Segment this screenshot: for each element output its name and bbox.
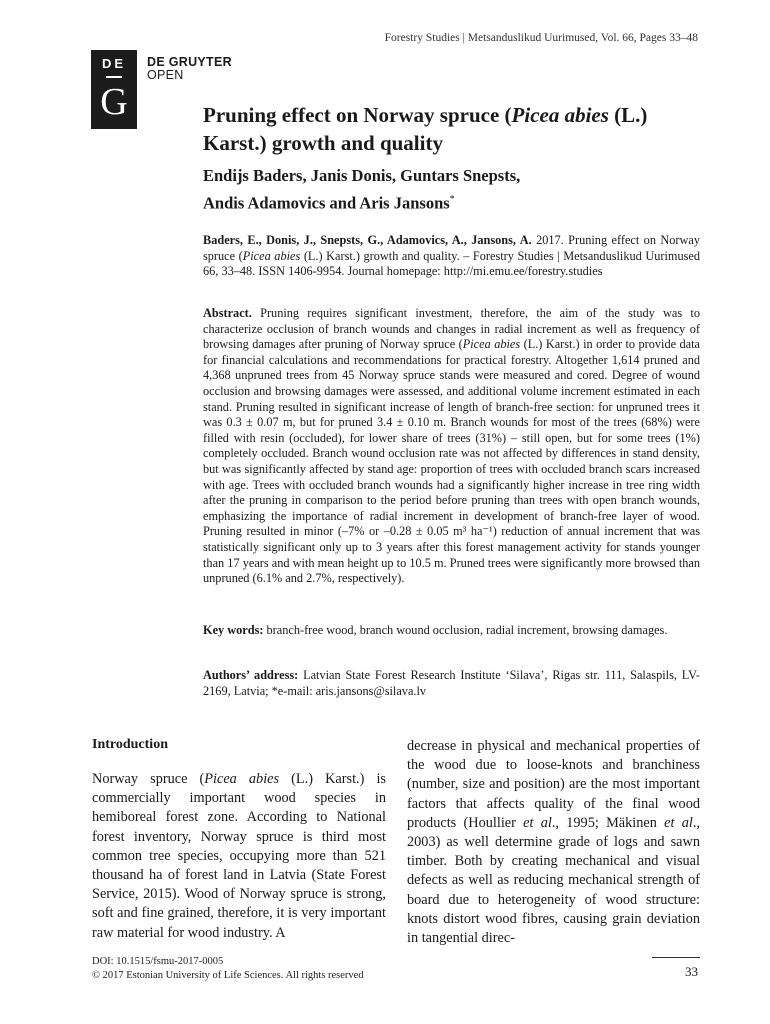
body-column-right bbox=[407, 737, 700, 948]
authors-address bbox=[203, 668, 700, 699]
authors-line2-text: Andis Adamovics and Aris Jansons bbox=[203, 193, 450, 213]
col2-text1: decrease in physical and mechanical properties of the wood due to loose-knots and branchiness (number, size and position) are the most important factors that affects quality of the final wood products (Houllier bbox=[407, 738, 700, 831]
abstract-label: Abstract. bbox=[203, 306, 252, 320]
citation-species: Picea abies bbox=[242, 248, 301, 263]
publisher-line1: DE GRUYTER bbox=[147, 55, 232, 69]
citation-authors: Baders, E., Donis, J., Snepsts, G., Adamovics, A., Jansons, A. bbox=[203, 233, 532, 247]
article-title bbox=[203, 101, 713, 157]
title-species: Picea abies bbox=[511, 103, 609, 127]
logo-g: G bbox=[100, 81, 128, 123]
publisher-name bbox=[147, 56, 232, 82]
running-header: Forestry Studies | Metsanduslikud Uurimused, Vol. 66, Pages 33–48 bbox=[384, 32, 698, 44]
corresponding-mark: * bbox=[449, 194, 455, 205]
abstract-text1: Pruning requires significant investment, therefore, the aim of the study was to characterize occlusion of branch wounds and changes in radial increment as well as frequency of browsing damages after pruning of Norway spruce ( bbox=[203, 306, 700, 352]
col1-text1: Norway spruce ( bbox=[92, 771, 205, 787]
citation-text2: (L.) Karst.) growth and quality. – Forestry Studies | Metsanduslikud Uurimused 66, 33–48. ISSN 1406-9954. Journal homepage: http://mi.emu.ee/forestry.studies bbox=[203, 248, 700, 279]
footer-info bbox=[92, 955, 364, 983]
col2-text2: ., 1995; Mäkinen bbox=[551, 814, 665, 831]
col1-species: Picea abies bbox=[204, 771, 280, 787]
keywords-text: branch-free wood, branch wound occlusion, radial increment, browsing damages. bbox=[263, 623, 668, 637]
copyright: © 2017 Estonian University of Life Sciences. All rights reserved bbox=[92, 970, 364, 981]
publisher-logo bbox=[91, 50, 137, 129]
abstract-text2: (L.) Karst.) in order to provide data for financial calculations and recommendations for practical forestry. Altogether 1,614 pruned and 4,368 unpruned trees from 45 Norway spruce stands were measured and cored. Degree of wound occlusion and browsing damages were assessed, and additional volume increment estimated in each stand. Pruning resulted in significant increase of length of branch-free section: for unpruned trees it was 0.3 ± 0.07 m, but for pruned 3.4 ± 0.10 m. Branch wounds for most of the trees (68%) were filled with resin (occluded), for lower share of trees (31%) – still open, but for some trees (1%) completely occluded. Branch wound occlusion rate was not affected by differences in stand density, but was significantly affected by stand age: proportion of trees with occluded branch scars increased with age. Trees with occluded branch wounds had a significantly higher increase in tree ring width after the pruning in comparison to the period before pruning than trees with open branch wounds, emphasizing the importance of radial increment in development of branch-free layer of wood. Pruning resulted in minor (–7% or –0.28 ± 0.05 m³ ha⁻¹) reduction of annual increment that was statistically significant only up to 3 years after this forest management activity for stands younger than 17 years and with mean height up to 10.5 m. Pruned trees were significantly more browsed than unpruned (6.1% and 2.7%, respectively). bbox=[203, 337, 700, 586]
address-label: Authors’ address: bbox=[203, 668, 299, 682]
abstract bbox=[203, 306, 700, 587]
address-text: Latvian State Forest Research Institute ‘Silava’, Rigas str. 111, Salaspils, LV-2169, Latvia; *e-mail: aris.jansons@silava.lv bbox=[203, 668, 700, 698]
body-column-left bbox=[92, 770, 386, 943]
section-heading-introduction: Introduction bbox=[92, 737, 168, 752]
keywords-label: Key words: bbox=[203, 623, 264, 637]
footer-divider bbox=[652, 957, 700, 958]
authors-line1: Endijs Baders, Janis Donis, Guntars Snepsts, bbox=[203, 166, 521, 185]
citation bbox=[203, 233, 700, 280]
logo-letters: DE bbox=[101, 56, 127, 71]
authors-line2 bbox=[203, 188, 713, 216]
col2-etal2: et al bbox=[664, 814, 693, 831]
col2-text3: ., 2003) as well determine grade of logs and sawn timber. Both by creating mechanical and visual defects as well as reducing mechanical strength of board due to heterogeneity of wood structure: knots distort wood fibres, causing grain deviation in tangential direc- bbox=[407, 814, 701, 947]
col2-etal1: et al bbox=[523, 814, 552, 831]
logo-divider bbox=[106, 76, 122, 78]
title-part2: (L.) Karst.) growth and quality bbox=[203, 103, 648, 155]
page-number: 33 bbox=[685, 964, 698, 979]
col1-text2: (L.) Karst.) is commercially important wood species in hemiboreal forest zone. According to National forest inventory, Norway spruce is third most common tree species, occupying more than 521 thousand ha of forest land in Latvia (State Forest Service, 2015). Wood of Norway spruce is strong, soft and fine grained, therefore, it is very important raw material for wood industry. A bbox=[92, 771, 386, 941]
title-part1: Pruning effect on Norway spruce ( bbox=[203, 103, 512, 127]
keywords bbox=[203, 623, 700, 639]
publisher-line2: OPEN bbox=[147, 68, 184, 82]
doi: DOI: 10.1515/fsmu-2017-0005 bbox=[92, 956, 224, 967]
author-list bbox=[203, 164, 713, 216]
abstract-species: Picea abies bbox=[462, 337, 521, 352]
citation-text1: 2017. Pruning effect on Norway spruce ( bbox=[203, 233, 700, 263]
